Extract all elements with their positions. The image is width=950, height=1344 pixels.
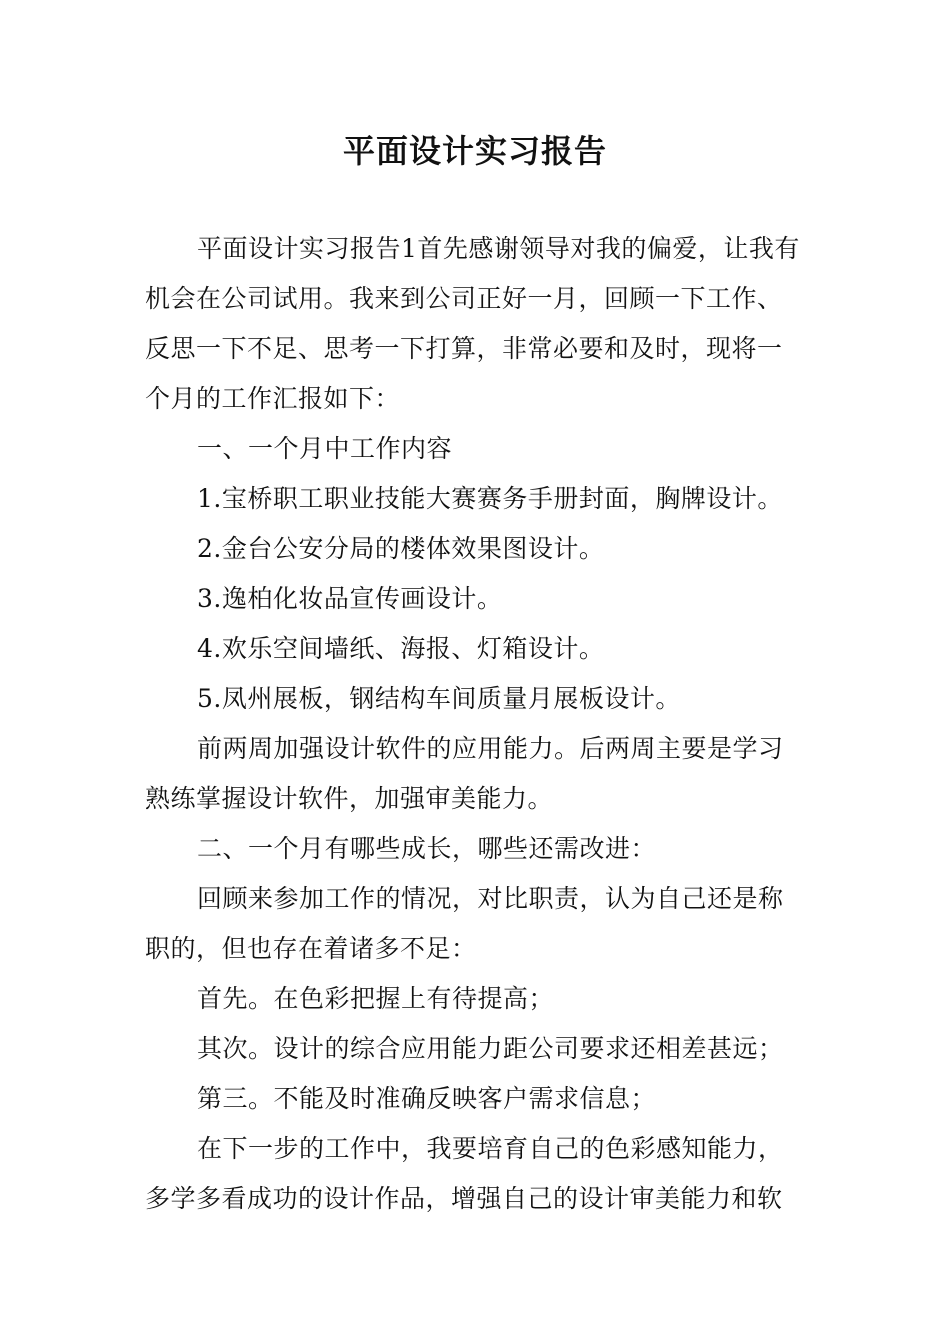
list-item: 5.凤州展板，钢结构车间质量月展板设计。 bbox=[197, 684, 681, 713]
paragraph-intro: 平面设计实习报告1首先感谢领导对我的偏爱，让我有机会在公司试用。我来到公司正好一月，回顾一下工作、反思一下不足、思考一下打算，非常必要和及时，现将一个月的工作汇报如下： bbox=[145, 234, 800, 413]
list-item: 首先。在色彩把握上有待提高； bbox=[197, 984, 555, 1013]
paragraph-next-steps: 在下一步的工作中，我要培育自己的色彩感知能力，多学多看成功的设计作品，增强自己的设计审美能力和软 bbox=[145, 1134, 784, 1213]
document-title: 平面设计实习报告 bbox=[342, 132, 607, 170]
list-item: 其次。设计的综合应用能力距公司要求还相差甚远； bbox=[197, 1034, 784, 1063]
section-heading-work-content: 一、一个月中工作内容 bbox=[197, 434, 453, 463]
list-item: 1.宝桥职工职业技能大赛赛务手册封面，胸牌设计。 bbox=[197, 484, 783, 513]
section-heading-growth: 二、一个月有哪些成长，哪些还需改进： bbox=[197, 834, 657, 863]
document-body bbox=[145, 224, 807, 1224]
list-item: 第三。不能及时准确反映客户需求信息； bbox=[197, 1084, 657, 1113]
list-item: 2.金台公安分局的楼体效果图设计。 bbox=[197, 534, 605, 563]
paragraph-review: 回顾来参加工作的情况，对比职责，认为自己还是称职的，但也存在着诸多不足： bbox=[145, 884, 784, 963]
list-item: 4.欢乐空间墙纸、海报、灯箱设计。 bbox=[197, 634, 605, 663]
list-item: 3.逸柏化妆品宣传画设计。 bbox=[197, 584, 503, 613]
paragraph-study-plan: 前两周加强设计软件的应用能力。后两周主要是学习熟练掌握设计软件，加强审美能力。 bbox=[145, 734, 784, 813]
